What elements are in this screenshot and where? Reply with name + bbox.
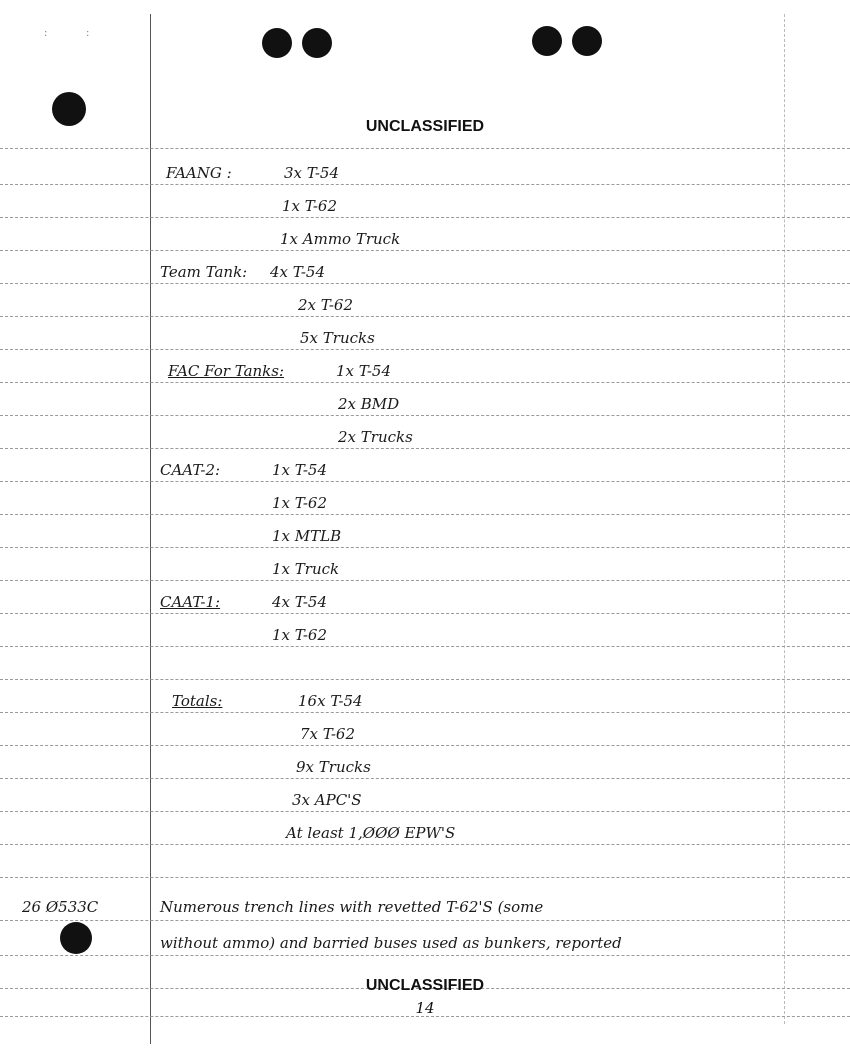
ruled-line (0, 547, 850, 548)
unit-item: 1x Truck (272, 560, 340, 578)
unit-label-caat-1: CAAT-1: (160, 593, 221, 611)
ruled-line (0, 613, 850, 614)
ruled-line (0, 778, 850, 779)
ruled-line (0, 844, 850, 845)
ruled-line (0, 217, 850, 218)
unit-item: 3x T-54 (284, 164, 339, 182)
classification-top: UNCLASSIFIED (365, 118, 485, 135)
ruled-line (0, 745, 850, 746)
margin-mark: : (86, 28, 90, 39)
right-rule (784, 14, 785, 1024)
ruled-line (0, 580, 850, 581)
unit-item: 4x T-54 (270, 263, 325, 281)
ruled-line (0, 811, 850, 812)
margin-mark: : (44, 28, 48, 39)
ruled-line (0, 712, 850, 713)
unit-label-fac-for-tanks: FAC For Tanks: (168, 362, 285, 380)
ruled-line (0, 481, 850, 482)
totals-item: 16x T-54 (298, 692, 363, 710)
entry-line-1: Numerous trench lines with revetted T-62'S (some (160, 898, 544, 916)
ruled-line (0, 448, 850, 449)
ruled-line (0, 415, 850, 416)
page-number: 14 (415, 999, 435, 1017)
unit-item: 1x T-54 (272, 461, 327, 479)
ruled-line (0, 316, 850, 317)
classification-bottom: UNCLASSIFIED (365, 977, 485, 994)
ruled-line (0, 514, 850, 515)
entry-line-2: without ammo) and barried buses used as bunkers, reported (160, 934, 622, 952)
unit-label-faang: FAANG : (166, 164, 232, 182)
ruled-line (0, 646, 850, 647)
punch-hole (572, 26, 602, 56)
unit-item: 1x Ammo Truck (280, 230, 401, 248)
unit-item: 1x MTLB (272, 527, 342, 545)
punch-hole (60, 922, 92, 954)
unit-item: 1x T-54 (336, 362, 391, 380)
unit-item: 1x T-62 (272, 626, 327, 644)
unit-item: 1x T-62 (282, 197, 337, 215)
ruled-line (0, 877, 850, 878)
totals-item: 3x APC'S (292, 791, 362, 809)
ruled-line (0, 250, 850, 251)
totals-item: 9x Trucks (296, 758, 371, 776)
punch-hole (532, 26, 562, 56)
unit-item: 2x BMD (338, 395, 400, 413)
unit-label-caat-2: CAAT-2: (160, 461, 221, 479)
ruled-line (0, 148, 850, 149)
ruled-line (0, 184, 850, 185)
margin-rule (150, 14, 151, 1044)
ruled-line (0, 920, 850, 921)
unit-item: 1x T-62 (272, 494, 327, 512)
ruled-line (0, 283, 850, 284)
unit-item: 2x Trucks (338, 428, 413, 446)
punch-hole (302, 28, 332, 58)
ruled-line (0, 955, 850, 956)
ruled-line (0, 382, 850, 383)
unit-item: 5x Trucks (300, 329, 375, 347)
ruled-line (0, 679, 850, 680)
ruled-line (0, 349, 850, 350)
punch-hole (262, 28, 292, 58)
totals-item: At least 1,ØØØ EPW'S (286, 824, 456, 842)
unit-item: 4x T-54 (272, 593, 327, 611)
totals-label: Totals: (172, 692, 223, 710)
unit-item: 2x T-62 (298, 296, 353, 314)
totals-item: 7x T-62 (300, 725, 355, 743)
entry-time: 26 Ø533C (22, 898, 99, 916)
unit-label-team-tank: Team Tank: (160, 263, 248, 281)
